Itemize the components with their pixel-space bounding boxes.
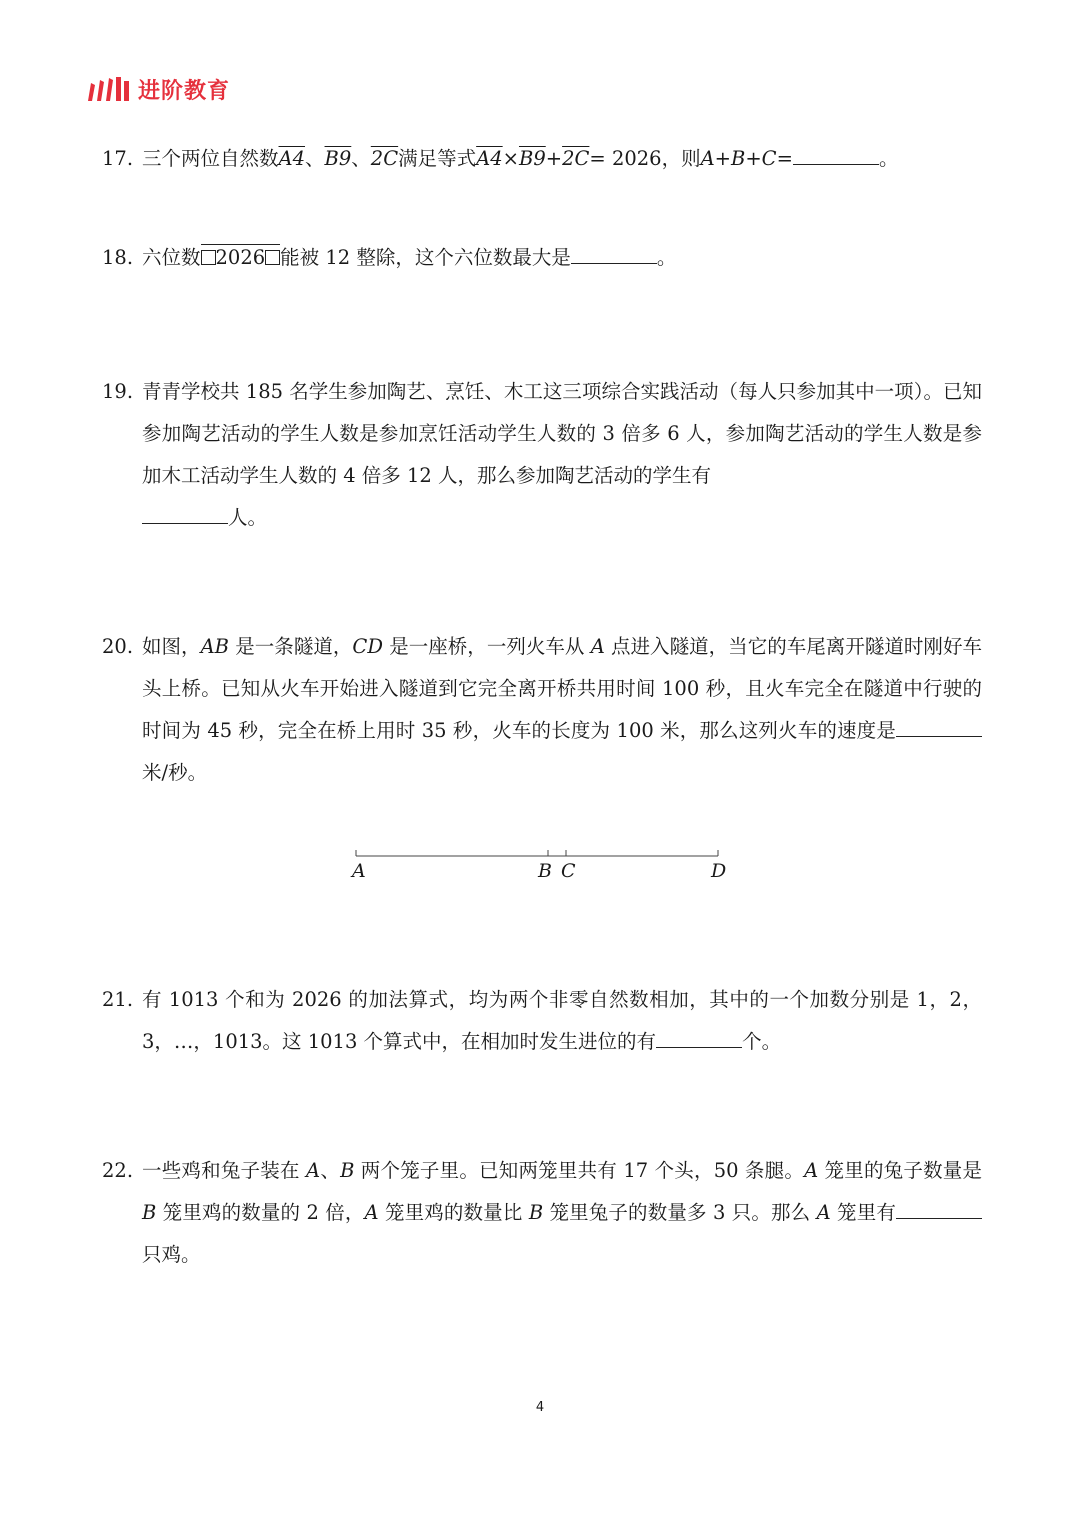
eq-2c: 2C — [562, 147, 590, 170]
q22-p7: 笼里兔子的数量多 3 只。那么 — [543, 1201, 817, 1224]
numeral-2c: 2C — [370, 147, 399, 170]
cage-a: A — [816, 1201, 831, 1224]
answer-blank[interactable] — [793, 144, 879, 165]
segment-cd: CD — [352, 635, 383, 658]
point-a: A — [590, 635, 605, 658]
q20-p3: 是一座桥，一列火车从 — [382, 635, 591, 658]
eq-rhs: = 2026 — [589, 147, 662, 170]
middle-digits: 2026 — [215, 246, 266, 269]
answer-blank[interactable] — [656, 1027, 742, 1048]
question-number: 17. — [102, 147, 134, 170]
times-sign: × — [502, 147, 519, 170]
plus-sign: + — [545, 147, 563, 170]
cage-b: B — [528, 1201, 544, 1224]
q21-text: 有 1013 个和为 2026 的加法算式，均为两个非零自然数相加，其中的一个加数分别是 1，2，3，…，1013。这 1013 个算式中，在相加时发生进位的有 — [142, 988, 982, 1053]
cage-b: B — [142, 1201, 157, 1224]
label-d: D — [711, 860, 727, 882]
q19-text: 青青学校共 185 名学生参加陶艺、烹饪、木工这三项综合实践活动（每人只参加其中一项）。已知参加陶艺活动的学生人数是参加烹饪活动学生人数的 3 倍多 6 人，参加陶艺活动的学生人数是参加木工活动学生人数的 4 倍多 12 人，那么参加陶艺活动的学生有 — [142, 380, 982, 487]
q17-intro: 三个两位自然数 — [142, 147, 279, 170]
question-18 — [102, 237, 982, 279]
label-a: A — [352, 860, 366, 882]
answer-blank[interactable] — [571, 243, 657, 264]
eq-b9: B9 — [518, 147, 546, 170]
q21-end: 个。 — [742, 1030, 782, 1053]
segment-ab: AB — [200, 635, 230, 658]
q20-p4: 点进入隧道，当它的车尾离开隧道时刚好车头上桥。已知从火车开始进入隧道到它完全离开桥共用时间 100 秒，且火车完全在隧道中行驶的时间为 45 秒，完全在桥上用时 35 秒，火车的长度为 100 米，那么这列火车的速度是 — [142, 635, 982, 742]
cage-a: A — [804, 1159, 819, 1182]
tunnel-bridge-diagram — [340, 842, 740, 892]
answer-blank[interactable] — [896, 716, 982, 737]
q22-p5: 笼里鸡的数量的 2 倍， — [156, 1201, 365, 1224]
brand-name: 进阶教育 — [138, 78, 231, 104]
books-icon — [86, 75, 132, 103]
q20-p1: 如图， — [142, 635, 201, 658]
question-number: 19. — [102, 380, 134, 403]
answer-blank[interactable] — [142, 503, 228, 524]
question-number: 22. — [102, 1159, 134, 1182]
q17-comma: ，则 — [661, 147, 701, 170]
q17-sep2: 、 — [351, 147, 371, 170]
q17-sep1: 、 — [305, 147, 325, 170]
q22-p3: 两个笼子里。已知两笼里共有 17 个头，50 条腿。 — [354, 1159, 805, 1182]
brand-logo — [86, 72, 230, 106]
q18-intro: 六位数 — [142, 246, 201, 269]
answer-blank[interactable] — [896, 1198, 982, 1219]
question-17 — [102, 138, 982, 180]
cage-a: A — [364, 1201, 379, 1224]
empty-box-icon — [265, 250, 280, 265]
label-b: B — [538, 860, 552, 882]
label-c: C — [561, 860, 576, 882]
page-number: 4 — [535, 1400, 545, 1415]
numeral-b9: B9 — [324, 147, 352, 170]
question-19 — [102, 371, 982, 539]
question-21 — [102, 979, 982, 1063]
q22-p4: 笼里的兔子数量是 — [818, 1159, 982, 1182]
numeral-a4: A4 — [278, 147, 306, 170]
question-20 — [102, 626, 982, 794]
q20-p2: 是一条隧道， — [229, 635, 353, 658]
cage-b: B — [340, 1159, 355, 1182]
q22-p8: 笼里有 — [830, 1201, 896, 1224]
diagram-lines — [340, 842, 740, 862]
q22-p2: 、 — [320, 1159, 341, 1182]
q20-end: 米/秒。 — [142, 761, 208, 784]
q22-p1: 一些鸡和兔子装在 — [142, 1159, 307, 1182]
q17-end: 。 — [878, 147, 899, 170]
eq-a4: A4 — [476, 147, 503, 170]
q22-p6: 笼里鸡的数量比 — [378, 1201, 529, 1224]
six-digit-number — [201, 244, 281, 269]
question-number: 20. — [102, 635, 134, 658]
empty-box-icon — [201, 250, 216, 265]
q22-end: 只鸡。 — [142, 1243, 201, 1266]
question-number: 18. — [102, 246, 134, 269]
sum-expression: A+B+C= — [700, 147, 793, 170]
q17-mid: 满足等式 — [398, 147, 477, 170]
cage-a: A — [306, 1159, 321, 1182]
q19-end: 人。 — [228, 506, 268, 529]
question-number: 21. — [102, 988, 134, 1011]
q18-rest: 能被 12 整除，这个六位数最大是 — [280, 246, 571, 269]
question-22 — [102, 1150, 982, 1276]
q18-end: 。 — [656, 246, 677, 269]
